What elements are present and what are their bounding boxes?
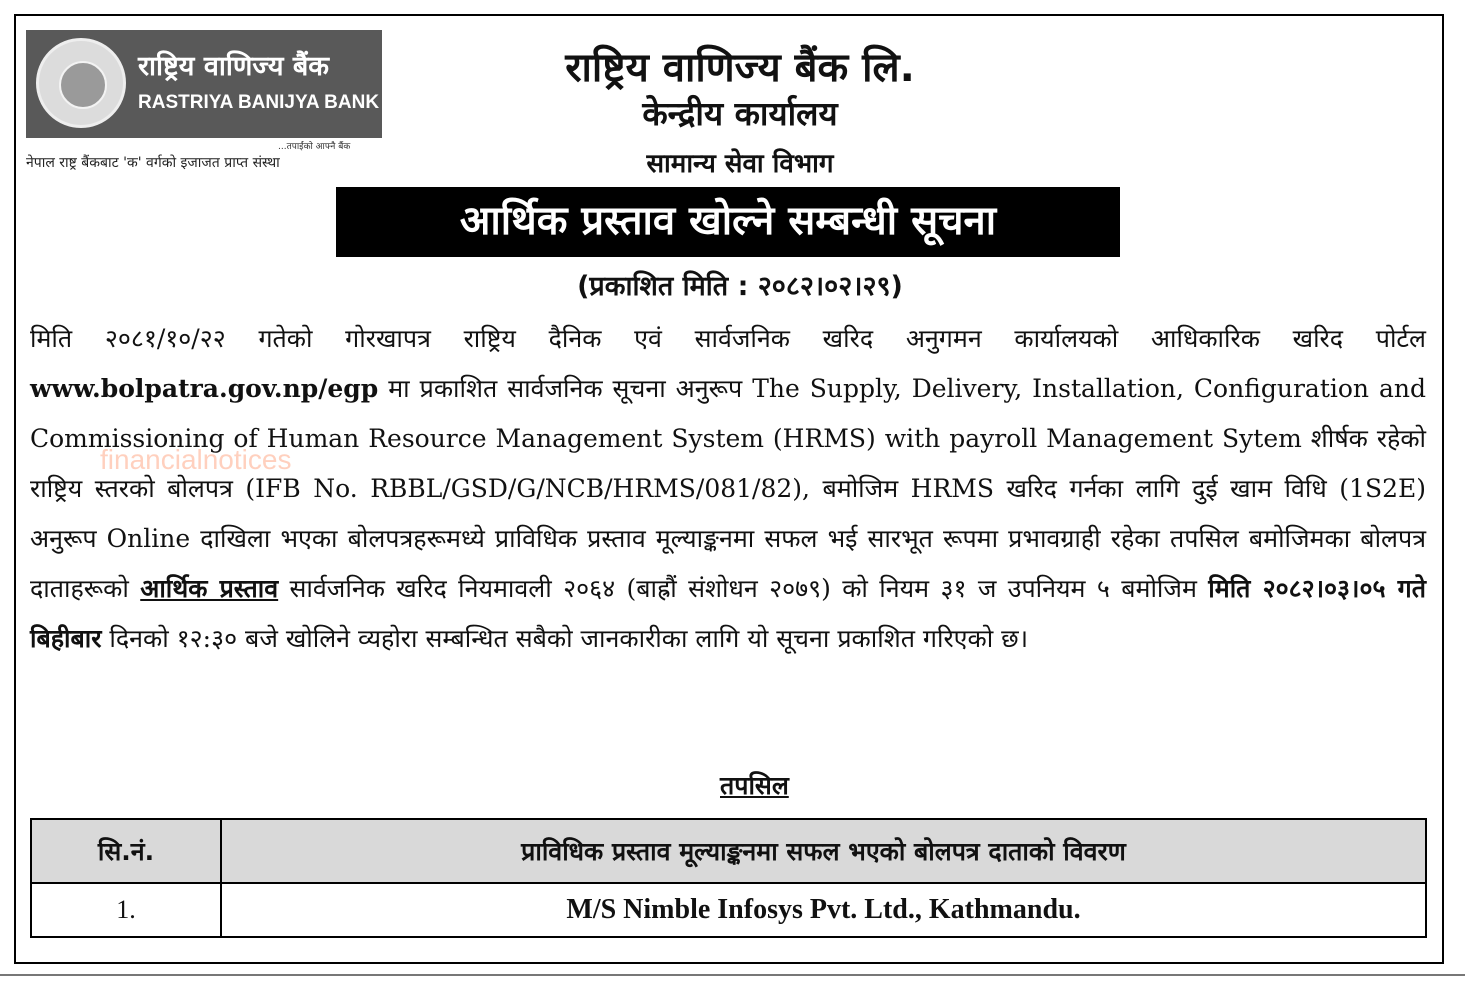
logo-name-nepali: राष्ट्रिय वाणिज्य बैंक — [138, 51, 330, 82]
opening-date: मिति २०८२।०३।०५ गते बिहीबार — [30, 574, 1426, 653]
tapsil-heading: तपसिल — [720, 771, 789, 800]
header-bidder-details: प्राविधिक प्रस्ताव मूल्याङ्कनमा सफल भएको बोलपत्र दाताको विवरण — [221, 819, 1426, 883]
body-part-4: दिनको १२:३० बजे खोलिने व्यहोरा सम्बन्धित सबैको जानकारीका लागि यो सूचना प्रकाशित गरिएको छ। — [101, 624, 1029, 653]
bank-name-heading: राष्ट्रिय वाणिज्य बैंक लि. — [565, 45, 915, 91]
logo-name-english: RASTRIYA BANIJYA BANK — [138, 92, 380, 113]
portal-url: www.bolpatra.gov.np/egp — [30, 374, 379, 403]
body-part-3: सार्वजनिक खरिद नियमावली २०६४ (बाह्रौं संशोधन २०७९) को नियम ३१ ज उपनियम ५ बमोजिम — [278, 574, 1209, 603]
office-heading: केन्द्रीय कार्यालय — [642, 94, 838, 133]
row-serial: 1. — [31, 883, 221, 937]
table-header-row — [31, 819, 1426, 883]
body-part-1: मिति २०८१/१०/२२ गतेको गोरखापत्र राष्ट्रिय दैनिक एवं सार्वजनिक खरिद अनुगमन कार्यालयको आधिकारिक खरिद पोर्टल — [30, 324, 1426, 353]
table-row — [31, 883, 1426, 937]
logo-tagline: ...तपाईंको आफ्नै बैंक — [278, 142, 351, 152]
watermark: financialnotices — [100, 444, 292, 475]
bottom-divider — [0, 974, 1465, 976]
body-part-2: मा प्रकाशित सार्वजनिक सूचना अनुरूप The Supply, Delivery, Installation, Configuration and Commissioning of Human Resource Management System (HRMS) with payroll Management Sytem शीर्षक रहेको राष्ट्रिय स्तरको बोलपत्र (IFB No. RBBL/GSD/G/NCB/HRMS/081/82), बमोजिम HRMS खरिद गर्नका लागि दुई खाम विधि (1S2E) अनुरूप Online दाखिला भएका बोलपत्रहरूमध्ये प्राविधिक प्रस्ताव मूल्याङ्कनमा सफल भई सारभूत रूपमा प्रभावग्राही रहेका तपसिल बमोजिमका बोलपत्र दाताहरूको — [30, 374, 1426, 603]
notice-body — [30, 314, 1426, 664]
header-serial: सि.नं. — [31, 819, 221, 883]
bank-seal-icon — [36, 38, 126, 128]
license-note: नेपाल राष्ट्र बैंकबाट 'क' वर्गको इजाजत प्राप्त संस्था — [26, 155, 280, 171]
bidder-table — [30, 818, 1427, 938]
bank-logo — [26, 30, 382, 138]
financial-proposal-label: आर्थिक प्रस्ताव — [140, 574, 279, 603]
notice-title: आर्थिक प्रस्ताव खोल्ने सम्बन्धी सूचना — [336, 187, 1120, 257]
row-vendor: M/S Nimble Infosys Pvt. Ltd., Kathmandu. — [221, 883, 1426, 937]
published-date: (प्रकाशित मिति : २०८२।०२।२९) — [577, 271, 903, 302]
department-heading: सामान्य सेवा विभाग — [646, 149, 834, 179]
